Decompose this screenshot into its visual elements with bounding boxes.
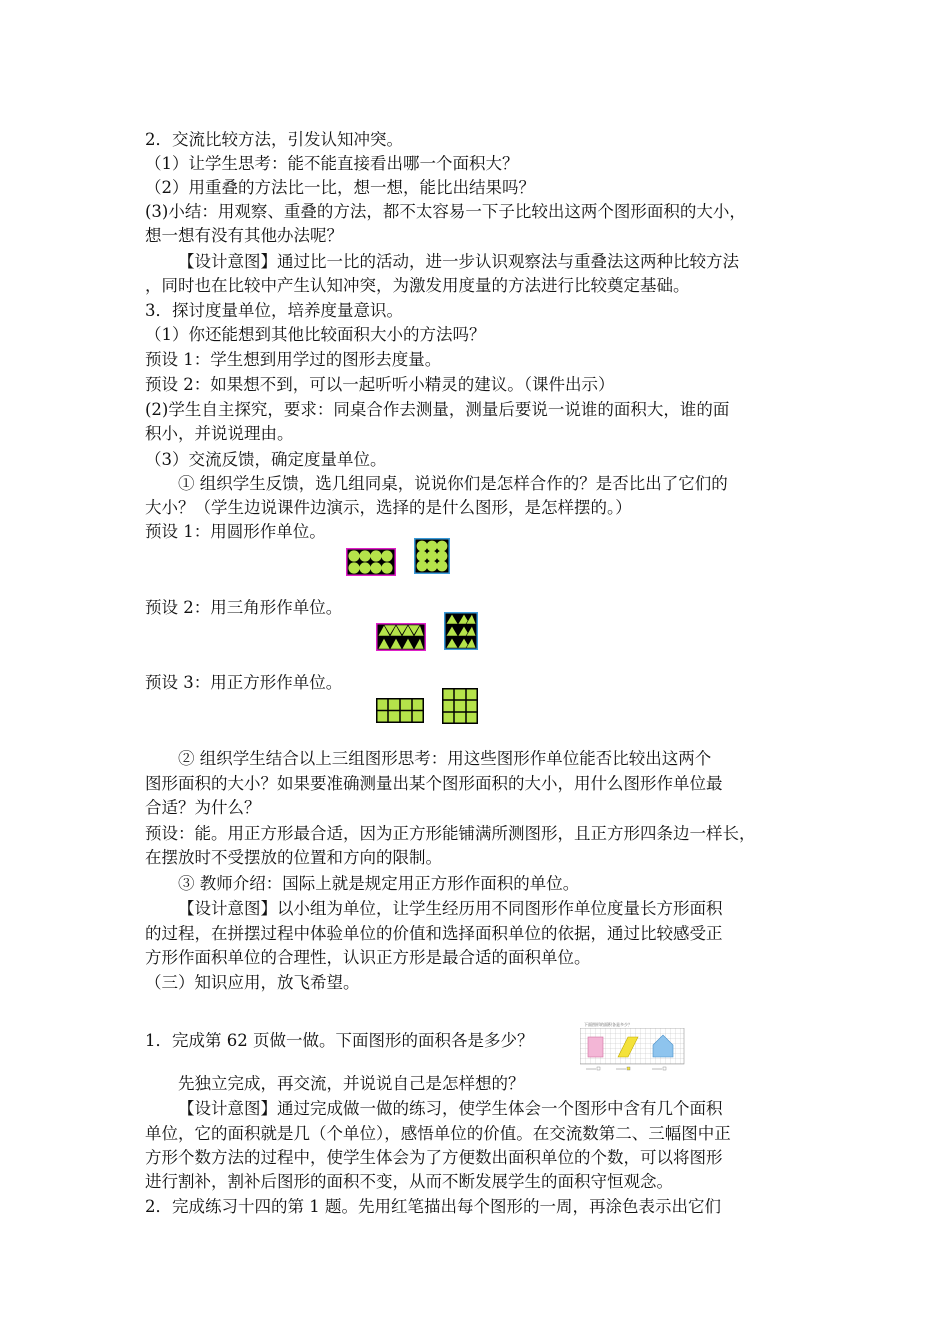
text-line: ，同时也在比较中产生认知冲突，为激发用度量的方法进行比较奠定基础。 (145, 276, 690, 295)
text-line: 想一想有没有其他办法呢？ (145, 226, 343, 245)
text-line: 在摆放时不受摆放的位置和方向的限制。 (145, 848, 442, 867)
text-line: 预设 2：如果想不到，可以一起听听小精灵的建议。（课件出示） (145, 375, 615, 394)
exercise-2: 2．完成练习十四的第 1 题。先用红笔描出每个图形的一周，再涂色表示出它们 (145, 1197, 721, 1216)
text-line: 积小，并说说理由。 (145, 424, 294, 443)
square-unit-wide-rect (376, 698, 424, 723)
text-line: 预设 1：用圆形作单位。 (145, 522, 326, 541)
text-line: 方形个数方法的过程中，使学生体会为了方便数出面积单位的个数，可以将图形 (145, 1148, 723, 1167)
triangle-unit-wide-rect (376, 623, 426, 651)
text-line: （1）让学生思考：能不能直接看出哪一个面积大？ (145, 154, 519, 173)
circle-unit-square (414, 538, 450, 574)
text-line: 图形面积的大小？如果要准确测量出某个图形面积的大小，用什么图形作单位最 (145, 774, 723, 793)
heading-compare-methods: 2．交流比较方法，引发认知冲突。 (145, 130, 403, 149)
text-line: ① 组织学生反馈，选几组同桌，说说你们是怎样合作的？是否比出了它们的 (178, 474, 728, 493)
textbook-thumbnail (580, 1022, 685, 1074)
text-line: 单位，它的面积就是几（个单位），感悟单位的价值。在交流数第二、三幅图中正 (145, 1124, 731, 1143)
thumbnail-grid (580, 1028, 685, 1074)
text-line: （1）你还能想到其他比较面积大小的方法吗？ (145, 325, 486, 344)
text-line: 预设 2：用三角形作单位。 (145, 598, 343, 617)
text-line: 合适？为什么？ (145, 798, 261, 817)
design-intent: 【设计意图】通过比一比的活动，进一步认识观察法与重叠法这两种比较方法 (178, 252, 739, 271)
text-line: （3）交流反馈，确定度量单位。 (145, 450, 387, 469)
text-line: (3)小结：用观察、重叠的方法，都不太容易一下子比较出这两个图形面积的大小， (145, 202, 746, 221)
text-line: 的过程，在拼摆过程中体验单位的价值和选择面积单位的依据，通过比较感受正 (145, 924, 723, 943)
text-line: 预设 3：用正方形作单位。 (145, 673, 343, 692)
text-line: 大小？（学生边说课件边演示，选择的是什么图形，是怎样摆的。） (145, 498, 632, 517)
exercise-1: 1．完成第 62 页做一做。下面图形的面积各是多少？ (145, 1031, 534, 1050)
text-line: ③ 教师介绍：国际上就是规定用正方形作面积的单位。 (178, 874, 580, 893)
text-line: 预设：能。用正方形最合适，因为正方形能铺满所测图形，且正方形四条边一样长， (145, 824, 756, 843)
heading-knowledge-application: （三）知识应用，放飞希望。 (145, 973, 360, 992)
triangle-unit-square (444, 612, 478, 650)
text-line: 进行割补，割补后图形的面积不变，从而不断发展学生的面积守恒观念。 (145, 1172, 673, 1191)
text-line: (2)学生自主探究，要求：同桌合作去测量，测量后要说一说谁的面积大，谁的面 (145, 400, 730, 419)
thumbnail-caption: 下面图形的面积各是多少？ (584, 1022, 632, 1027)
text-line: 方形作面积单位的合理性，认识正方形是最合适的面积单位。 (145, 948, 591, 967)
design-intent: 【设计意图】通过完成做一做的练习，使学生体会一个图形中含有几个面积 (178, 1099, 723, 1118)
text-line: 预设 1：学生想到用学过的图形去度量。 (145, 350, 442, 369)
text-line: （2）用重叠的方法比一比，想一想，能比出结果吗？ (145, 178, 535, 197)
design-intent: 【设计意图】以小组为单位，让学生经历用不同图形作单位度量长方形面积 (178, 899, 723, 918)
circle-unit-wide-rect (346, 548, 396, 576)
text-line: ② 组织学生结合以上三组图形思考：用这些图形作单位能否比较出这两个 (178, 749, 712, 768)
square-unit-square (442, 688, 478, 724)
text-line: 先独立完成，再交流，并说说自己是怎样想的？ (178, 1074, 525, 1093)
heading-measure-unit: 3．探讨度量单位，培养度量意识。 (145, 301, 403, 320)
